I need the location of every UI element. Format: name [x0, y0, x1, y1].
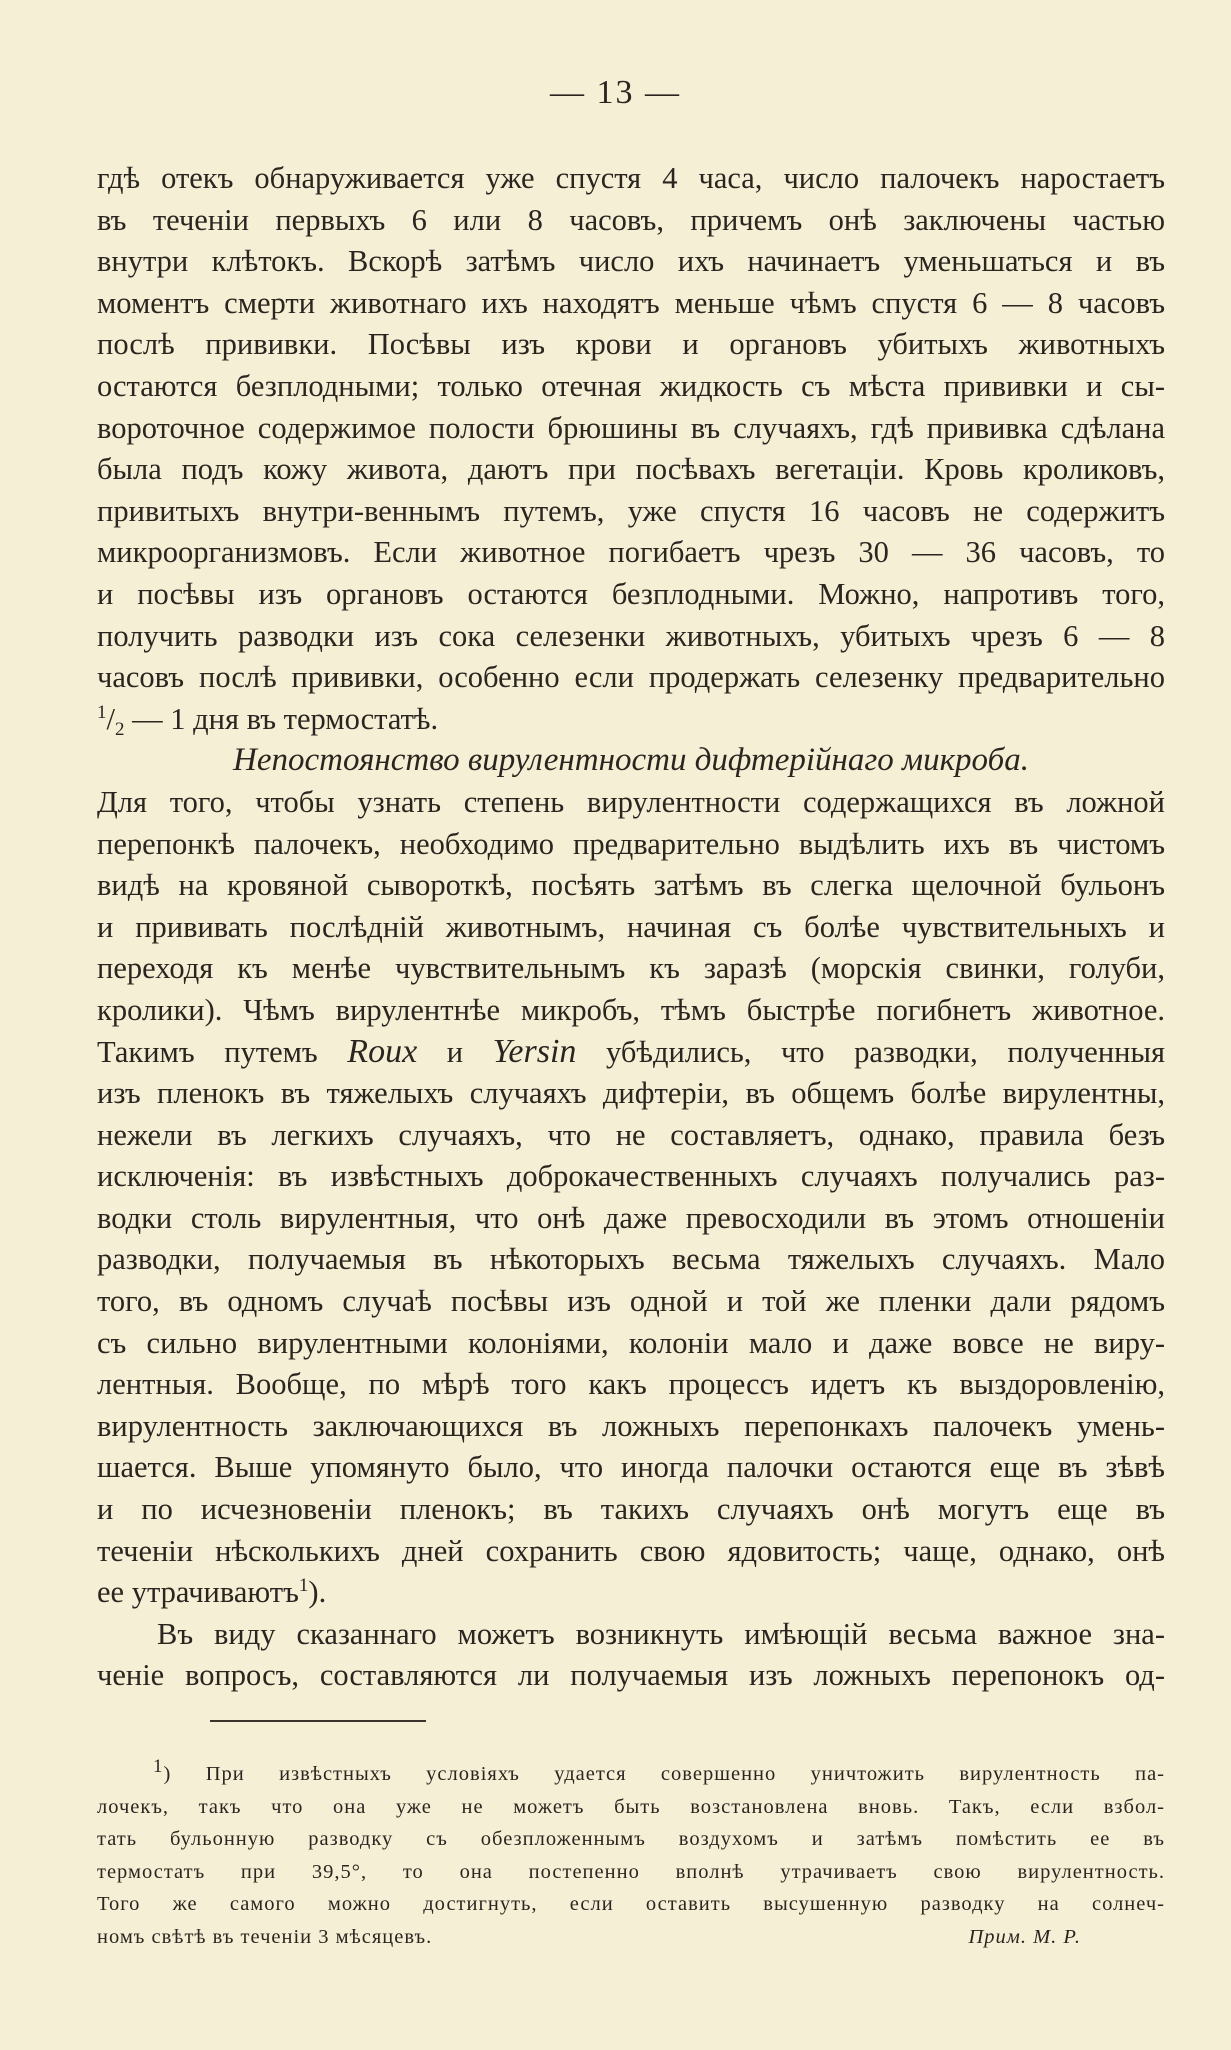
text-line: шается. Выше упомянуто было, что иногда палочки остаются еще въ зѣвѣ	[97, 1450, 1165, 1485]
text-line: теченіи нѣсколькихъ дней сохранить свою ядовитость; чаще, однако, онѣ	[97, 1533, 1165, 1568]
text-span: и	[417, 1035, 493, 1070]
text-line: въ теченіи первыхъ 6 или 8 часовъ, причемъ онѣ заключены частью	[97, 202, 1165, 237]
page-number: — 13 —	[550, 74, 681, 111]
text-line: моментъ смерти животнаго ихъ находятъ меньше чѣмъ спустя 6 — 8 часовъ	[97, 285, 1165, 320]
fraction-numerator: 1	[97, 701, 107, 723]
text-line: нежели въ легкихъ случаяхъ, что не составляетъ, однако, правила безъ	[97, 1117, 1165, 1152]
text-line: гдѣ отекъ обнаруживается уже спустя 4 часа, число палочекъ наростаетъ	[97, 161, 1165, 195]
fraction-rest: — 1 дня въ термостатѣ.	[124, 701, 439, 736]
footnote-line	[97, 1921, 1165, 1954]
text-line: была подъ кожу живота, даютъ при посѣвахъ вегетаціи. Кровь кроликовъ,	[97, 452, 1165, 487]
text-line: видѣ на кровяной сывороткѣ, посѣять затѣмъ въ слегка щелочной бульонъ	[97, 868, 1165, 903]
fraction-line: $^1/_2$ — 1 дня въ термостатѣ.	[97, 701, 439, 740]
section-heading: Непостоянство вирулентности дифтерійнаго микроба.	[233, 742, 1029, 779]
text-line: вороточное содержимое полости брюшины въ случаяхъ, гдѣ прививка сдѣлана	[97, 410, 1165, 445]
text-span: номъ свѣтѣ въ теченіи 3 мѣсяцевъ.	[97, 1925, 433, 1948]
text-line: часовъ послѣ прививки, особенно если продержать селезенку предварительно	[97, 660, 1165, 695]
text-line: того, въ одномъ случаѣ посѣвы изъ одной и той же пленки дали рядомъ	[97, 1284, 1165, 1319]
text-line: лентныя. Вообще, по мѣрѣ того какъ процессъ идетъ къ выздоровленію,	[97, 1367, 1165, 1402]
text-line: получить разводки изъ сока селезенки животныхъ, убитыхъ чрезъ 6 — 8	[97, 618, 1165, 653]
text-span: убѣдились, что разводки, полученныя	[576, 1035, 1165, 1070]
text-line: переходя къ менѣе чувствительнымъ къ заразѣ (морскія свинки, голуби,	[97, 951, 1165, 986]
footnote-line: Того же самого можно достигнуть, если оставить высушенную разводку на солнеч-	[97, 1893, 1165, 1916]
footnote-line: термостатъ при 39,5°, то она постепенно вполнѣ утрачиваетъ свою вирулентность.	[97, 1860, 1165, 1883]
text-line: исключенія: въ извѣстныхъ доброкачественныхъ случаяхъ получались раз-	[97, 1159, 1165, 1194]
text-span: ) При извѣстныхъ условіяхъ удается совершенно уничтожить вирулентность па-	[163, 1763, 1165, 1785]
text-span: Такимъ путемъ	[97, 1035, 348, 1070]
author-roux: Roux	[347, 1033, 418, 1071]
text-line: кролики). Чѣмъ вирулентнѣе микробъ, тѣмъ быстрѣе погибнетъ животное.	[97, 992, 1165, 1027]
text-line: остаются безплодными; только отечная жидкость съ мѣста прививки и сы-	[97, 368, 1165, 403]
text-line: Въ виду сказаннаго можетъ возникнуть имѣющій весьма важное зна-	[157, 1616, 1165, 1651]
text-line: и посѣвы изъ органовъ остаются безплодными. Можно, напротивъ того,	[97, 576, 1165, 611]
text-line: разводки, получаемыя въ нѣкоторыхъ весьма тяжелыхъ случаяхъ. Мало	[97, 1242, 1165, 1277]
main-text	[97, 158, 1165, 1697]
footnote-separator	[210, 1720, 426, 1722]
footnote	[97, 1758, 1165, 1954]
text-line: вирулентность заключающихся въ ложныхъ перепонкахъ палочекъ умень-	[97, 1408, 1165, 1443]
text-line: водки столь вирулентныя, что онѣ даже превосходили въ этомъ отношеніи	[97, 1200, 1165, 1235]
text-line: изъ пленокъ въ тяжелыхъ случаяхъ дифтеріи, въ общемъ болѣе вирулентны,	[97, 1076, 1165, 1111]
text-line: микроорганизмовъ. Если животное погибаетъ чрезъ 30 — 36 часовъ, то	[97, 535, 1165, 570]
fraction-denominator: 2	[114, 718, 125, 740]
text-line: и по исчезновеніи пленокъ; въ такихъ случаяхъ онѣ могутъ еще въ	[97, 1492, 1165, 1526]
text-line: внутри клѣтокъ. Вскорѣ затѣмъ число ихъ начинаетъ уменьшаться и въ	[97, 244, 1165, 279]
text-line: съ сильно вирулентными колоніями, колоніи мало и даже вовсе не виру-	[97, 1325, 1165, 1360]
footnote-signature: Прим. М. Р.	[968, 1925, 1081, 1948]
text-line-authors	[97, 1031, 1165, 1073]
text-line: Для того, чтобы узнать степень вирулентности содержащихся въ ложной	[97, 784, 1165, 819]
text-line: послѣ прививки. Посѣвы изъ крови и органовъ убитыхъ животныхъ	[97, 327, 1165, 362]
text-line: привитыхъ внутри-веннымъ путемъ, уже спустя 16 часовъ не содержитъ	[97, 493, 1165, 528]
footnote-line: тать бульонную разводку съ обезпложеннымъ воздухомъ и затѣмъ помѣстить ее въ	[97, 1828, 1165, 1851]
text-span: ее утрачиваютъ	[97, 1575, 299, 1610]
text-line: и прививать послѣдній животнымъ, начиная съ болѣе чувствительныхъ и	[97, 909, 1165, 944]
text-span: ).	[308, 1575, 327, 1610]
footnote-marker: 1	[153, 1758, 164, 1778]
text-line-footnote-ref	[97, 1572, 1165, 1614]
footnote-reference: 1	[298, 1575, 309, 1597]
footnote-line: лочекъ, такъ что она уже не можетъ быть возстановлена вновь. Такъ, если взбол-	[97, 1795, 1165, 1818]
text-line: ченіе вопросъ, составляются ли получаемыя изъ ложныхъ перепонокъ од-	[97, 1658, 1165, 1693]
text-line: перепонкѣ палочекъ, необходимо предварительно выдѣлить ихъ въ чистомъ	[97, 826, 1165, 861]
footnote-line	[97, 1758, 1165, 1791]
author-yersin: Yersin	[492, 1033, 577, 1071]
